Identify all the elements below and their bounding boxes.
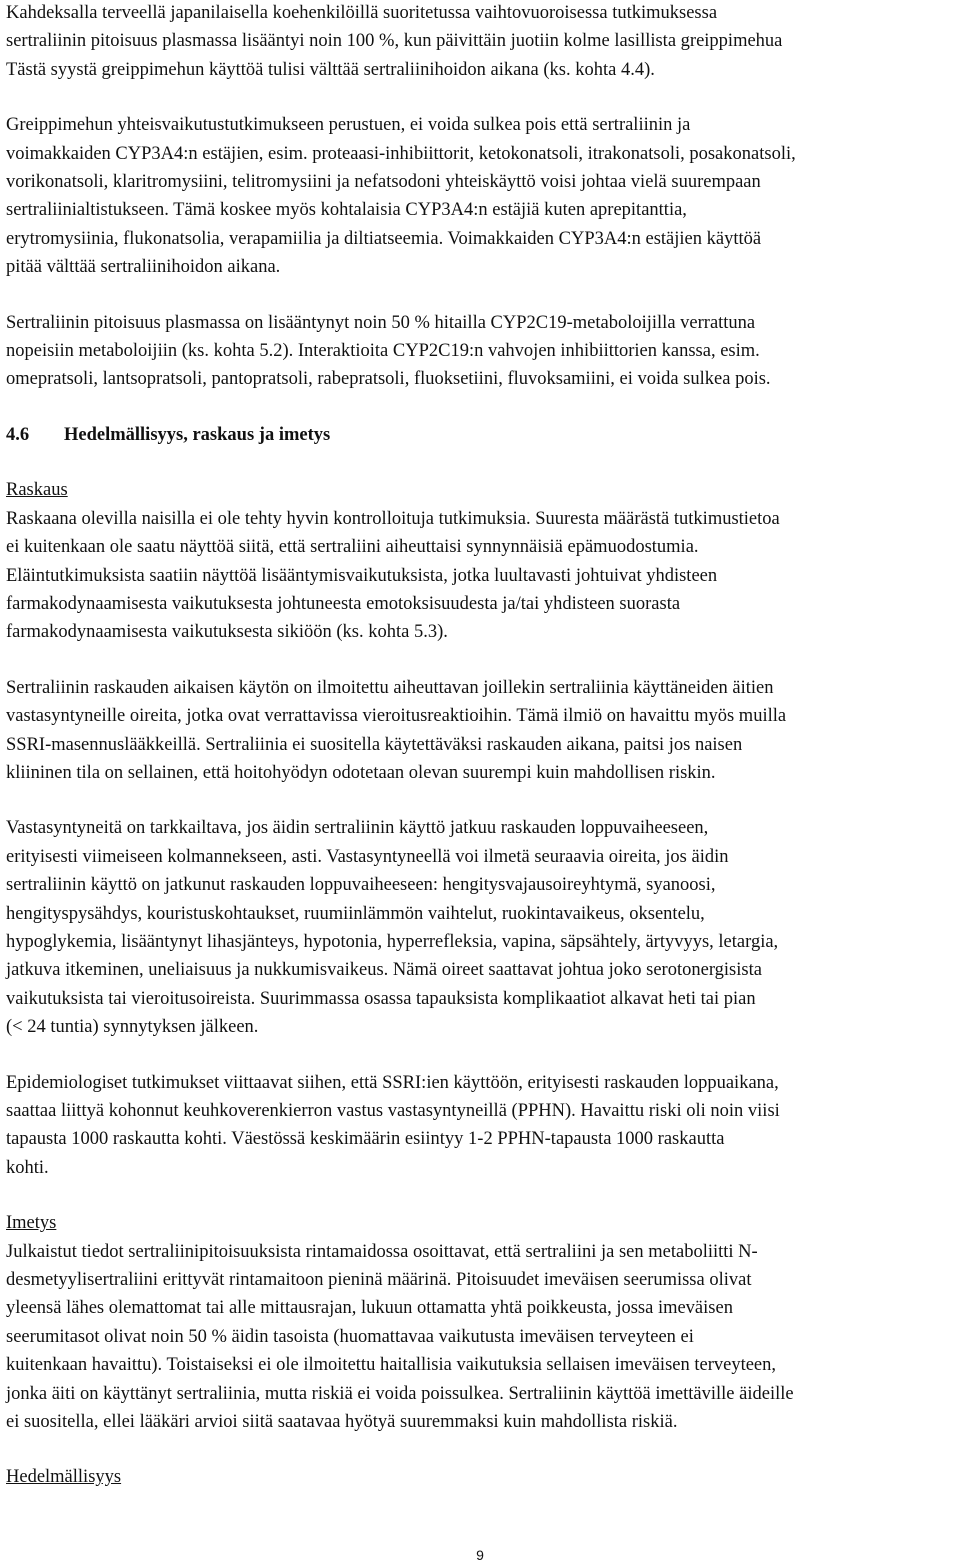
pregnancy-paragraph-1 bbox=[6, 505, 956, 647]
page-number: 9 bbox=[476, 1547, 484, 1563]
text-line: voimakkaiden CYP3A4:n estäjien, esim. proteaasi-inhibiittorit, ketokonatsoli, itrakonatsoli, posakonatsoli, bbox=[6, 143, 796, 164]
text-line: Sertraliinin pitoisuus plasmassa on lisääntynyt noin 50 % hitailla CYP2C19-metaboloijilla verrattuna bbox=[6, 312, 756, 333]
text-line: Epidemiologiset tutkimukset viittaavat siihen, että SSRI:ien käyttöön, erityisesti raskauden loppuaikana, bbox=[6, 1072, 779, 1093]
text-line: vorikonatsoli, klaritromysiini, telitromysiini ja nefatsodoni yhteiskäyttö voisi johtaa vielä suurempaan bbox=[6, 172, 761, 193]
text-line: Sertraliinin raskauden aikaisen käytön on ilmoitettu aiheuttavan joillekin sertraliinia käyttäneiden äitien bbox=[6, 677, 774, 698]
text-line: seerumitasot olivat noin 50 % äidin tasoista (huomattavaa vaikutusta imeväisen terveyteen ei bbox=[6, 1326, 694, 1347]
pregnancy-paragraph-2 bbox=[6, 674, 956, 788]
section-number: 4.6 bbox=[6, 424, 30, 445]
fertility-subheading: Hedelmällisyys bbox=[6, 1467, 122, 1488]
text-line: Julkaistut tiedot sertraliinipitoisuuksista rintamaidossa osoittavat, että sertraliini ja sen metaboliitti N- bbox=[6, 1241, 758, 1262]
text-line: farmakodynaamisesta vaikutuksesta sikiöön (ks. kohta 5.3). bbox=[6, 622, 448, 643]
text-line: (< 24 tuntia) synnytyksen jälkeen. bbox=[6, 1017, 259, 1038]
text-line: nopeisiin metaboloijiin (ks. kohta 5.2). Interaktioita CYP2C19:n vahvojen inhibiittorien kanssa, esim. bbox=[6, 341, 760, 362]
text-line: kuitenkaan havaittu). Toistaiseksi ei ole ilmoitettu haitallisia vaikutuksia sellaisen imeväisen terveyteen, bbox=[6, 1355, 777, 1376]
text-line: pitää välttää sertraliinihoidon aikana. bbox=[6, 257, 281, 278]
text-line: Kahdeksalla terveellä japanilaisella koehenkilöillä suoritetussa vaihtovuoroisessa tutkimuksessa bbox=[6, 3, 718, 23]
text-line: Greippimehun yhteisvaikutustutkimukseen perustuen, ei voida sulkea pois että sertraliinin ja bbox=[6, 115, 691, 136]
text-line: Tästä syystä greippimehun käyttöä tulisi välttää sertraliinihoidon aikana (ks. kohta 4.4). bbox=[6, 59, 655, 80]
text-line: tapausta 1000 raskautta kohti. Väestössä keskimäärin esiintyy 1-2 PPHN-tapausta 1000 raskautta bbox=[6, 1129, 725, 1150]
intro-paragraph bbox=[6, 0, 956, 84]
text-line: jonka äiti on käyttänyt sertraliinia, mutta riskiä ei voida poissulkea. Sertraliinin käyttöä imettäville äideille bbox=[6, 1383, 794, 1404]
pregnancy-subheading: Raskaus bbox=[6, 480, 68, 501]
text-line: yleensä lähes olemattomat tai alle mittausrajan, lukuun ottamatta yhtä poikkeusta, jossa imeväisen bbox=[6, 1298, 733, 1319]
text-line: sertraliinialtistukseen. Tämä koskee myös kohtalaisia CYP3A4:n estäjiä kuten aprepitanttia, bbox=[6, 200, 687, 221]
text-line: hengityspysähdys, kouristuskohtaukset, ruumiinlämmön vaihtelut, ruokintavaikeus, oksentelu, bbox=[6, 903, 705, 924]
lactation-subheading: Imetys bbox=[6, 1213, 57, 1234]
text-line: hypoglykemia, lisääntynyt lihasjänteys, hypotonia, hyperrefleksia, vapina, säpsähtely, ärtyvyys, letargia, bbox=[6, 931, 779, 952]
pregnancy-paragraph-3 bbox=[6, 814, 956, 1041]
text-line: ei suositella, ellei lääkäri arvioi siitä saatavaa hyötyä suuremmaksi kuin mahdollista riskiä. bbox=[6, 1412, 678, 1433]
text-line: erityisesti viimeiseen kolmannekseen, asti. Vastasyntyneellä voi ilmetä seuraavia oireita, jos äidin bbox=[6, 846, 729, 867]
text-line: kohti. bbox=[6, 1157, 49, 1178]
text-line: Eläintutkimuksista saatiin näyttöä lisääntymisvaikutuksista, jotka luultavasti johtuivat yhdisteen bbox=[6, 565, 718, 586]
text-line: saattaa liittyä kohonnut keuhkoverenkierron vastus vastasyntyneillä (PPHN). Havaittu riski oli noin viisi bbox=[6, 1101, 780, 1121]
section-heading bbox=[6, 421, 956, 449]
text-line: Raskaana olevilla naisilla ei ole tehty hyvin kontrolloituja tutkimuksia. Suuresta määrästä tutkimustietoa bbox=[6, 508, 780, 529]
section-title: Hedelmällisyys, raskaus ja imetys bbox=[64, 424, 331, 445]
pregnancy-paragraph-4 bbox=[6, 1069, 956, 1183]
cyp3a4-paragraph bbox=[6, 111, 956, 281]
text-line: sertraliinin käyttö on jatkunut raskauden loppuvaiheeseen: hengitysvajausoireyhtymä, syanoosi, bbox=[6, 875, 716, 896]
text-line: sertraliinin pitoisuus plasmassa lisääntyi noin 100 %, kun päivittäin juotiin kolme lasillista greippimehua bbox=[6, 31, 783, 52]
text-line: farmakodynaamisesta vaikutuksesta johtuneesta emotoksisuudesta ja/tai yhdisteen suorasta bbox=[6, 593, 681, 614]
document-page bbox=[6, 0, 956, 1492]
text-line: vastasyntyneille oireita, jotka ovat verrattavissa vieroitusreaktioihin. Tämä ilmiö on havaittu myös muilla bbox=[6, 706, 787, 727]
cyp2c19-paragraph bbox=[6, 309, 956, 394]
text-line: desmetyylisertraliini erittyvät rintamaitoon pieninä määrinä. Pitoisuudet imeväisen seerumissa olivat bbox=[6, 1270, 752, 1291]
text-line: vaikutuksista tai vieroitusoireista. Suurimmassa osassa tapauksista komplikaatiot alkavat heti tai pian bbox=[6, 988, 756, 1009]
lactation-paragraph bbox=[6, 1238, 956, 1437]
text-line: jatkuva itkeminen, uneliaisuus ja nukkumisvaikeus. Nämä oireet saattavat johtua joko serotonergisista bbox=[6, 960, 762, 981]
text-line: omepratsoli, lantsopratsoli, pantopratsoli, rabepratsoli, fluoksetiini, fluvoksamiini, ei voida sulkea pois. bbox=[6, 369, 771, 390]
text-line: erytromysiinia, flukonatsolia, verapamiilia ja diltiatseemia. Voimakkaiden CYP3A4:n estäjien käyttöä bbox=[6, 228, 762, 249]
text-line: Vastasyntyneitä on tarkkailtava, jos äidin sertraliinin käyttö jatkuu raskauden loppuvaiheeseen, bbox=[6, 818, 709, 839]
text-line: ei kuitenkaan ole saatu näyttöä siitä, että sertraliini aiheuttaisi synnynnäisiä epämuodostumia. bbox=[6, 537, 699, 558]
text-line: kliininen tila on sellainen, että hoitohyödyn odotetaan olevan suurempi kuin mahdollisen riskin. bbox=[6, 762, 716, 783]
text-line: SSRI-masennuslääkkeillä. Sertraliinia ei suositella käytettäväksi raskauden aikana, paitsi jos naisen bbox=[6, 734, 743, 755]
